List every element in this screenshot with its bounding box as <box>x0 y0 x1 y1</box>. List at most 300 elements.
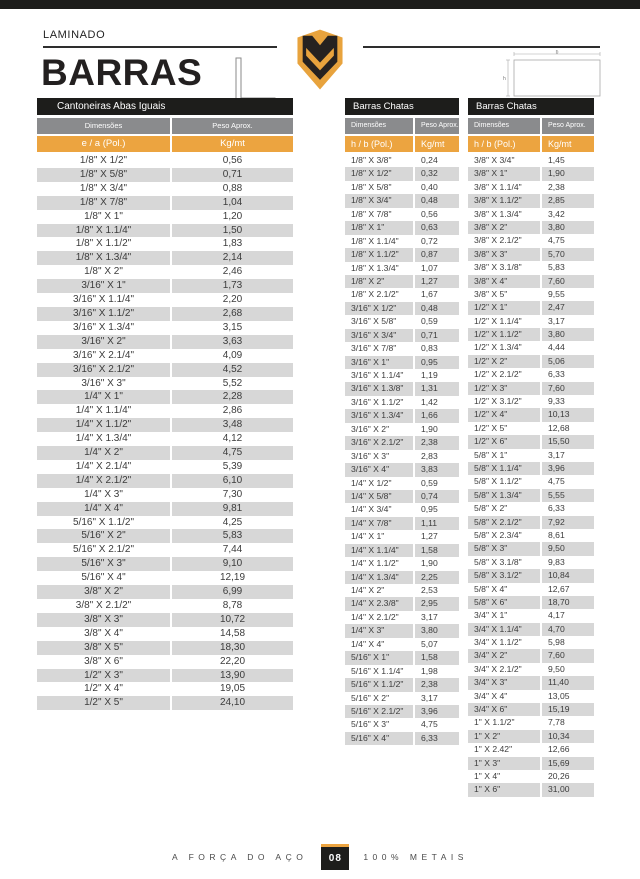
weight-cell: 24,10 <box>172 696 293 710</box>
dimension-cell: 1" X 3" <box>468 757 540 770</box>
table-row <box>37 599 293 613</box>
weight-cell: 14,58 <box>219 627 246 639</box>
weight-cell: 6,10 <box>172 474 293 488</box>
table-row <box>345 705 459 718</box>
table-row <box>468 328 594 341</box>
table-row <box>37 432 293 446</box>
table-row <box>345 571 459 584</box>
page-number-badge: 08 <box>321 844 349 870</box>
table-row <box>345 584 459 597</box>
weight-cell: 1,45 <box>548 155 565 165</box>
dimension-cell: 1" X 4" <box>474 770 501 781</box>
dimension-cell: 1/4" X 3" <box>84 488 123 500</box>
table-row <box>345 477 459 490</box>
dimension-cell: 3/16" X 1" <box>345 356 413 369</box>
table-row <box>345 450 459 463</box>
table-row <box>468 489 594 502</box>
weight-cell: 0,95 <box>421 504 438 515</box>
table-row <box>468 609 594 622</box>
table-row <box>468 569 594 582</box>
dimension-cell: 1/4" X 1/2" <box>351 477 392 488</box>
table-row <box>37 196 293 210</box>
table-row <box>37 321 293 335</box>
dimension-cell: 1/2" X 5" <box>37 696 170 710</box>
table-row <box>345 315 459 328</box>
flatbar-dim-b-label: b <box>555 50 559 56</box>
table-row <box>37 237 293 251</box>
table-row <box>345 181 459 194</box>
dimension-cell: 1/2" X 4" <box>84 683 123 695</box>
dimension-cell: 5/16" X 1" <box>345 651 413 664</box>
weight-cell: 1,11 <box>415 517 459 530</box>
dimension-cell: 1/4" X 1" <box>37 390 170 404</box>
weight-cell: 0,74 <box>415 490 459 503</box>
weight-cell: 3,96 <box>542 462 594 475</box>
dimension-cell: 1/2" X 1.1/4" <box>474 315 522 326</box>
table-row <box>37 446 293 460</box>
dimension-cell: 1/8" X 3/4" <box>79 182 128 194</box>
table-row <box>468 194 594 207</box>
table-row <box>37 349 293 363</box>
weight-cell: 10,72 <box>172 613 293 627</box>
table-row <box>37 168 293 182</box>
subheader-dimensions-unit: h / b (Pol.) <box>468 136 540 152</box>
table-row <box>37 627 293 641</box>
table-row <box>37 585 293 599</box>
table-row <box>345 167 459 180</box>
table-row <box>345 396 459 409</box>
dimension-cell: 3/16" X 2" <box>351 423 390 434</box>
weight-cell: 2,85 <box>542 194 594 207</box>
dimension-cell: 5/16" X 1.1/2" <box>72 516 135 528</box>
dimension-cell: 1/4" X 3" <box>345 624 413 637</box>
table-title: Barras Chatas <box>468 98 594 115</box>
table-row <box>345 611 459 624</box>
weight-cell: 0,71 <box>415 329 459 342</box>
weight-cell: 19,05 <box>219 683 246 695</box>
dimension-cell: 1/8" X 5/8" <box>351 181 392 192</box>
dimension-cell: 5/8" X 6" <box>468 596 540 609</box>
table-row <box>345 194 459 207</box>
table-row <box>37 474 293 488</box>
dimension-cell: 1/2" X 3.1/2" <box>474 396 522 407</box>
table-row <box>37 516 293 530</box>
table-row <box>345 302 459 315</box>
weight-cell: 12,19 <box>219 572 246 584</box>
dimension-cell: 3/8" X 1.3/4" <box>474 208 522 219</box>
table-row <box>345 490 459 503</box>
table-row <box>345 530 459 543</box>
table-row <box>468 408 594 421</box>
table-header-row <box>345 118 459 134</box>
weight-cell: 8,78 <box>222 600 243 611</box>
weight-cell: 3,17 <box>421 611 438 622</box>
dimension-cell: 1" X 2" <box>468 730 540 743</box>
weight-cell: 3,42 <box>548 208 565 219</box>
dimension-cell: 5/16" X 3" <box>37 557 170 571</box>
table-row <box>468 475 594 488</box>
weight-cell: 0,48 <box>415 302 459 315</box>
weight-cell: 0,48 <box>415 194 459 207</box>
dimension-cell: 1/4" X 2.1/4" <box>75 460 132 472</box>
table-row <box>37 557 293 571</box>
weight-cell: 9,33 <box>548 396 565 407</box>
dimension-cell: 5/16" X 1.1/2" <box>345 678 413 691</box>
weight-cell: 0,40 <box>421 181 438 192</box>
weight-cell: 1,07 <box>421 262 438 273</box>
weight-cell: 5,98 <box>548 637 565 648</box>
weight-cell: 1,04 <box>172 196 293 210</box>
weight-cell: 0,56 <box>421 208 438 219</box>
dimension-cell: 1/2" X 2" <box>468 355 540 368</box>
table-row <box>345 208 459 221</box>
weight-cell: 7,60 <box>542 275 594 288</box>
table-subheader-row <box>468 136 594 152</box>
weight-cell: 2,86 <box>222 405 243 417</box>
weight-cell: 11,40 <box>542 676 594 689</box>
table-row <box>345 342 459 355</box>
table-row <box>37 543 293 557</box>
flatbar-profile-icon <box>503 50 603 103</box>
weight-cell: 0,32 <box>415 167 459 180</box>
table-row <box>345 235 459 248</box>
dimension-cell: 3/8" X 2" <box>37 585 170 599</box>
weight-cell: 1,66 <box>415 409 459 422</box>
dimension-cell: 1/2" X 1" <box>468 301 540 314</box>
dimension-cell: 1/2" X 1.1/2" <box>468 328 540 341</box>
weight-cell: 18,30 <box>172 641 293 655</box>
weight-cell: 15,50 <box>542 435 594 448</box>
dimension-cell: 1/8" X 1/2" <box>79 155 128 166</box>
table-subheader-row <box>345 136 459 152</box>
column-header-dimensions: Dimensões <box>345 118 413 134</box>
weight-cell: 4,12 <box>222 433 243 445</box>
weight-cell: 2,38 <box>415 436 459 449</box>
weight-cell: 2,53 <box>421 585 438 595</box>
dimension-cell: 3/4" X 6" <box>468 703 540 716</box>
dimension-cell: 3/16" X 5/8" <box>351 316 397 327</box>
dimension-cell: 1/8" X 2" <box>345 275 413 288</box>
weight-cell: 1,83 <box>222 238 243 250</box>
table-row <box>37 571 293 585</box>
dimension-cell: 3/16" X 1.1/2" <box>351 396 404 407</box>
weight-cell: 1,58 <box>415 651 459 664</box>
dimension-cell: 3/4" X 3" <box>468 676 540 689</box>
dimension-cell: 1/8" X 1.1/2" <box>345 248 413 261</box>
table-row <box>37 390 293 404</box>
table-row <box>468 154 594 167</box>
weight-cell: 1,67 <box>421 289 438 300</box>
subheader-weight-unit: Kg/mt <box>415 136 459 152</box>
table-row <box>468 636 594 649</box>
dimension-cell: 3/16" X 7/8" <box>351 343 397 354</box>
table-row <box>468 234 594 247</box>
dimension-cell: 3/16" X 2.1/2" <box>37 363 170 377</box>
dimension-cell: 1/2" X 2.1/2" <box>474 369 522 380</box>
subheader-weight-unit: Kg/mt <box>542 136 594 152</box>
dimension-cell: 5/8" X 2.1/2" <box>468 516 540 529</box>
weight-cell: 0,63 <box>415 221 459 234</box>
dimension-cell: 3/8" X 3" <box>468 248 540 261</box>
table-cantoneiras-abas-iguais <box>37 98 293 710</box>
dimension-cell: 3/4" X 1" <box>474 610 508 621</box>
dimension-cell: 1/8" X 1.1/2" <box>75 238 132 250</box>
weight-cell: 2,95 <box>415 597 459 610</box>
weight-cell: 3,17 <box>548 449 565 460</box>
dimension-cell: 1/4" X 1" <box>351 531 385 542</box>
weight-cell: 22,20 <box>219 655 246 667</box>
weight-cell: 1,31 <box>415 382 459 395</box>
dimension-cell: 3/8" X 4" <box>468 275 540 288</box>
weight-cell: 6,33 <box>415 732 459 745</box>
dimension-cell: 1/4" X 5/8" <box>345 490 413 503</box>
weight-cell: 3,17 <box>548 315 565 326</box>
weight-cell: 0,87 <box>415 248 459 261</box>
table-row <box>468 623 594 636</box>
dimension-cell: 1/4" X 1.1/4" <box>75 405 132 417</box>
dimension-cell: 3/16" X 1.3/8" <box>345 382 413 395</box>
dimension-cell: 5/8" X 1.3/4" <box>468 489 540 502</box>
table-row <box>345 624 459 637</box>
dimension-cell: 1/4" X 1.1/4" <box>345 544 413 557</box>
weight-cell: 9,55 <box>548 288 565 299</box>
table-row <box>37 696 293 710</box>
table-row <box>468 743 594 756</box>
table-row <box>345 732 459 745</box>
dimension-cell: 1/8" X 1.3/4" <box>351 262 399 273</box>
weight-cell: 7,78 <box>548 717 565 728</box>
dimension-cell: 3/8" X 2" <box>468 221 540 234</box>
weight-cell: 9,10 <box>172 557 293 571</box>
table-row <box>345 503 459 516</box>
table-row <box>37 613 293 627</box>
table-row <box>468 395 594 408</box>
dimension-cell: 3/8" X 1" <box>468 167 540 180</box>
dimension-cell: 1/2" X 6" <box>468 435 540 448</box>
weight-cell: 1,90 <box>421 558 438 569</box>
weight-cell: 31,00 <box>542 783 594 796</box>
dimension-cell: 1/8" X 1.3/4" <box>37 251 170 265</box>
weight-cell: 7,60 <box>542 649 594 662</box>
weight-cell: 2,47 <box>542 301 594 314</box>
weight-cell: 5,52 <box>222 377 243 389</box>
table-row <box>345 718 459 731</box>
subheader-dimensions-unit: h / b (Pol.) <box>345 136 413 152</box>
table-row <box>468 167 594 180</box>
weight-cell: 10,84 <box>542 569 594 582</box>
weight-cell: 2,28 <box>172 390 293 404</box>
table-row <box>37 210 293 224</box>
dimension-cell: 1/4" X 1.3/4" <box>75 433 132 445</box>
table-row <box>345 597 459 610</box>
table-row <box>37 307 293 321</box>
weight-cell: 8,61 <box>548 529 565 540</box>
table-row <box>37 335 293 349</box>
weight-cell: 5,70 <box>542 248 594 261</box>
table-body <box>468 154 594 797</box>
table-row <box>345 356 459 369</box>
column-header-weight: Peso Aprox. <box>172 118 293 134</box>
table-title: Barras Chatas <box>345 98 459 115</box>
table-row <box>345 665 459 678</box>
table-row <box>37 669 293 683</box>
footer-slogan-left: A FORÇA DO AÇO <box>172 852 308 862</box>
table-row <box>468 382 594 395</box>
dimension-cell: 5/16" X 4" <box>81 572 126 584</box>
dimension-cell: 5/8" X 1.1/2" <box>474 476 522 487</box>
weight-cell: 13,05 <box>548 690 570 701</box>
dimension-cell: 1/4" X 1.1/2" <box>37 418 170 432</box>
weight-cell: 3,17 <box>421 692 438 703</box>
weight-cell: 3,80 <box>542 221 594 234</box>
weight-cell: 20,26 <box>548 770 570 781</box>
weight-cell: 5,07 <box>421 638 438 649</box>
dimension-cell: 1/4" X 3/4" <box>351 504 392 515</box>
table-barras-chatas-2 <box>468 98 594 797</box>
column-header-dimensions: Dimensões <box>37 118 170 134</box>
table-row <box>345 436 459 449</box>
weight-cell: 3,63 <box>172 335 293 349</box>
table-row <box>345 275 459 288</box>
dimension-cell: 5/16" X 2.1/2" <box>345 705 413 718</box>
table-title: Cantoneiras Abas Iguais <box>37 98 293 115</box>
dimension-cell: 3/16" X 3" <box>351 450 390 461</box>
weight-cell: 0,83 <box>421 343 438 354</box>
table-row <box>345 288 459 301</box>
table-row <box>468 435 594 448</box>
dimension-cell: 1/8" X 1" <box>84 210 123 222</box>
dimension-cell: 1/4" X 2.1/2" <box>351 611 399 622</box>
subheader-dimensions-unit: e / a (Pol.) <box>37 136 170 152</box>
weight-cell: 3,15 <box>222 321 243 333</box>
header-rule-left <box>43 46 277 48</box>
table-row <box>468 462 594 475</box>
table-header-row <box>37 118 293 134</box>
dimension-cell: 1/8" X 7/8" <box>351 208 392 219</box>
dimension-cell: 1/4" X 2" <box>351 585 385 595</box>
weight-cell: 4,75 <box>172 446 293 460</box>
table-row <box>468 770 594 783</box>
dimension-cell: 3/16" X 2.1/2" <box>345 436 413 449</box>
table-body <box>345 154 459 745</box>
dimension-cell: 3/16" X 4" <box>345 463 413 476</box>
weight-cell: 4,70 <box>542 623 594 636</box>
footer-brand-right: 100% METAIS <box>363 852 468 862</box>
table-row <box>468 208 594 221</box>
weight-cell: 1,20 <box>222 210 243 222</box>
weight-cell: 2,83 <box>421 450 438 461</box>
dimension-cell: 5/8" X 3.1/2" <box>468 569 540 582</box>
weight-cell: 2,38 <box>415 678 459 691</box>
table-row <box>345 248 459 261</box>
dimension-cell: 3/16" X 2" <box>37 335 170 349</box>
table-row <box>468 649 594 662</box>
dimension-cell: 5/16" X 1.1/4" <box>351 665 404 676</box>
weight-cell: 7,60 <box>542 382 594 395</box>
dimension-cell: 1" X 6" <box>468 783 540 796</box>
dimension-cell: 3/16" X 3" <box>81 377 126 389</box>
dimension-cell: 3/8" X 3" <box>37 613 170 627</box>
dimension-cell: 1/8" X 2" <box>84 266 123 278</box>
dimension-cell: 1/4" X 1.3/4" <box>345 571 413 584</box>
dimension-cell: 1/4" X 4" <box>37 502 170 516</box>
weight-cell: 2,38 <box>548 181 565 192</box>
weight-cell: 3,96 <box>415 705 459 718</box>
dimension-cell: 1/8" X 1/2" <box>345 167 413 180</box>
dimension-cell: 3/8" X 5" <box>37 641 170 655</box>
table-row <box>468 596 594 609</box>
dimension-cell: 5/16" X 2" <box>351 692 390 703</box>
table-row <box>345 423 459 436</box>
table-row <box>468 783 594 796</box>
column-header-dimensions: Dimensões <box>468 118 540 134</box>
table-row <box>468 529 594 542</box>
dimension-cell: 1/8" X 1" <box>345 221 413 234</box>
metais-shield-logo-icon <box>294 26 346 99</box>
dimension-cell: 1/4" X 2" <box>37 446 170 460</box>
top-black-bar <box>0 0 640 9</box>
table-row <box>37 488 293 502</box>
dimension-cell: 3/8" X 2.1/2" <box>75 600 132 611</box>
table-row <box>468 288 594 301</box>
table-row <box>345 638 459 651</box>
weight-cell: 0,59 <box>421 477 438 488</box>
weight-cell: 9,50 <box>548 663 565 674</box>
table-row <box>345 692 459 705</box>
dimension-cell: 1/8" X 3/4" <box>345 194 413 207</box>
table-row <box>468 422 594 435</box>
dimension-cell: 3/4" X 2" <box>468 649 540 662</box>
page-title: BARRAS <box>41 52 203 93</box>
weight-cell: 2,14 <box>172 251 293 265</box>
table-row <box>468 301 594 314</box>
weight-cell: 13,90 <box>172 669 293 683</box>
table-row <box>37 293 293 307</box>
weight-cell: 12,68 <box>548 422 570 433</box>
dimension-cell: 3/4" X 1.1/2" <box>474 637 522 648</box>
column-header-weight: Peso Aprox. <box>542 118 594 134</box>
dimension-cell: 1/2" X 3" <box>37 669 170 683</box>
weight-cell: 4,44 <box>548 342 565 353</box>
table-row <box>345 262 459 275</box>
dimension-cell: 1/4" X 2.3/8" <box>345 597 413 610</box>
weight-cell: 1,27 <box>421 531 438 542</box>
weight-cell: 12,67 <box>548 583 570 594</box>
weight-cell: 4,75 <box>421 719 438 730</box>
weight-cell: 0,24 <box>421 155 438 165</box>
dimension-cell: 3/4" X 1.1/4" <box>468 623 540 636</box>
dimension-cell: 1/8" X 1.1/4" <box>37 224 170 238</box>
table-row <box>37 655 293 669</box>
weight-cell: 1,42 <box>421 396 438 407</box>
table-header-row <box>468 118 594 134</box>
table-row <box>37 377 293 391</box>
table-row <box>345 544 459 557</box>
table-barras-chatas-1 <box>345 98 459 745</box>
table-row <box>37 404 293 418</box>
weight-cell: 0,72 <box>421 235 438 246</box>
weight-cell: 0,59 <box>421 316 438 327</box>
dimension-cell: 3/16" X 1/2" <box>345 302 413 315</box>
flatbar-dim-h-label: h <box>503 76 506 82</box>
table-row <box>468 355 594 368</box>
column-header-weight: Peso Aprox. <box>415 118 459 134</box>
table-row <box>345 651 459 664</box>
weight-cell: 3,48 <box>172 418 293 432</box>
table-row <box>37 154 293 168</box>
dimension-cell: 3/8" X 2.1/2" <box>474 235 522 246</box>
table-subheader-row <box>37 136 293 152</box>
